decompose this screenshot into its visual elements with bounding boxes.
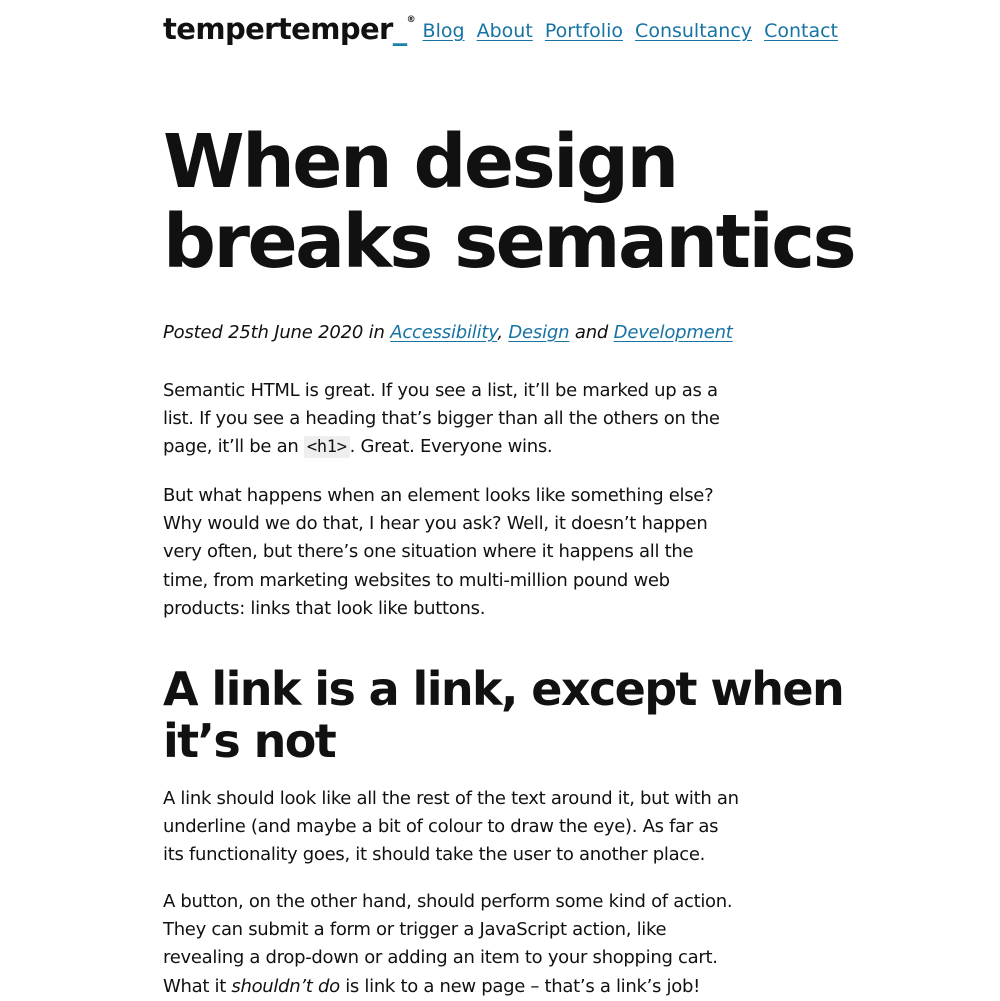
nav-link-contact[interactable]: Contact (764, 20, 838, 42)
post-meta (163, 322, 733, 343)
inline-code: <h1> (304, 436, 350, 458)
nav-link-about[interactable]: About (476, 20, 533, 42)
emphasis-text: shouldn’t do (231, 975, 340, 997)
nav-link-blog[interactable]: Blog (422, 20, 465, 42)
title-line-2: breaks semantics (163, 199, 855, 285)
posted-date: Posted 25th June 2020 in (163, 322, 385, 343)
title-line-1: When design (163, 119, 677, 205)
logo-cursor: _ (392, 12, 407, 46)
site-logo[interactable] (163, 12, 415, 46)
nav-link-consultancy[interactable]: Consultancy (635, 20, 753, 42)
intro-text: Semantic HTML is great. If you see a list, it’ll be marked up as a list. If you see a heading that’s bigger than all the others on the page, it’ll be an (163, 380, 720, 458)
nav-link-portfolio[interactable]: Portfolio (544, 20, 623, 42)
main-nav (417, 20, 838, 42)
category-link-accessibility[interactable]: Accessibility (390, 322, 498, 343)
button-text: A button, on the other hand, should perform some kind of action. They can submit a form or trigger a JavaScript action, like revealing a drop-down or adding an item to your shopping cart. What it (163, 891, 733, 997)
paragraph-button (163, 888, 743, 1001)
intro-text-end: . Great. Everyone wins. (349, 436, 553, 458)
section-heading: A link is a link, except when it’s not (163, 662, 844, 768)
button-text-end: is link to a new page – that’s a link’s job! (345, 975, 700, 997)
category-link-design[interactable]: Design (508, 322, 570, 343)
paragraph-link: A link should look like all the rest of the text around it, but with an underline (and maybe a bit of colour to draw the eye). As far as its functionality goes, it should take the user to another place. (163, 788, 739, 866)
registered-mark: ® (406, 15, 416, 26)
paragraph-question: But what happens when an element looks like something else? Why would we do that, I hear you ask? Well, it doesn’t happen very often, but there’s one situation where it happens all the time, from marketing websites to multi-million pound web products: links that look like buttons. (163, 485, 714, 619)
meta-and: and (574, 322, 609, 343)
article-title (163, 119, 883, 285)
paragraph-intro (163, 377, 743, 462)
category-link-development[interactable]: Development (613, 322, 733, 343)
logo-text: tempertemper (163, 12, 393, 46)
meta-comma: , (497, 322, 503, 343)
